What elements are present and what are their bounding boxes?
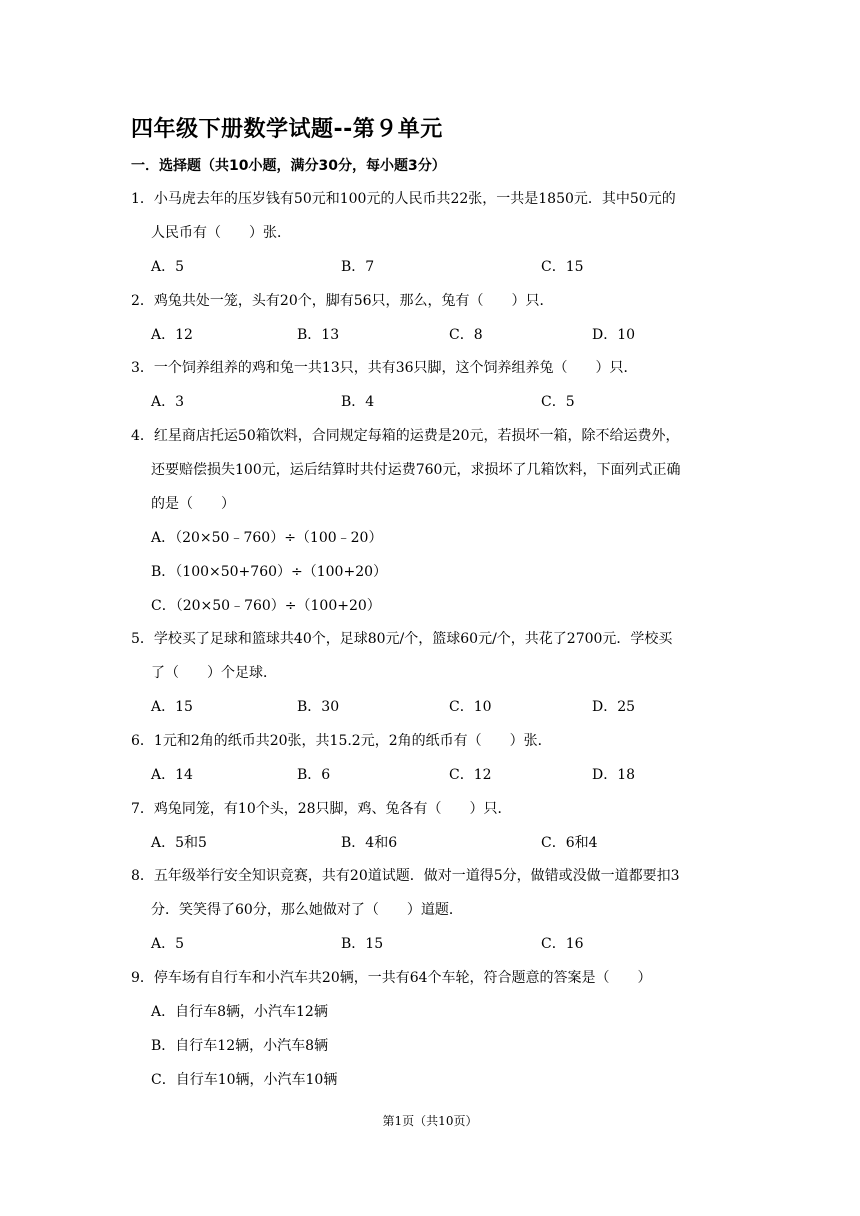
question-5-line-1: 5．学校买了足球和篮球共40个，足球80元/个，篮球60元/个，共花了2700元．学校买	[131, 631, 673, 647]
question-9-option-c: C．自行车10辆，小汽车10辆	[151, 1072, 338, 1088]
question-6-option-c: C．12	[449, 767, 492, 783]
question-2-option-c: C．8	[449, 327, 483, 343]
question-4-line-3: 的是（ ）	[151, 496, 235, 512]
page-footer: 第1页（共10页）	[382, 1114, 478, 1128]
question-2-option-d: D．10	[592, 327, 636, 343]
question-4-option-b: B．（100×50+760）÷（100+20）	[151, 564, 388, 580]
question-8-line-1: 8．五年级举行安全知识竞赛，共有20道试题．做对一道得5分，做错或没做一道都要扣3	[131, 868, 680, 884]
question-4-line-2: 还要赔偿损失100元，运后结算时共付运费760元，求损坏了几箱饮料，下面列式正确	[151, 462, 681, 478]
question-3-option-a: A．3	[151, 394, 185, 410]
question-2-option-b: B．13	[297, 327, 340, 343]
question-3-option-b: B．4	[341, 394, 375, 410]
question-5-option-c: C．10	[449, 699, 492, 715]
question-1-option-a: A．5	[151, 259, 185, 275]
question-5-option-d: D．25	[592, 699, 636, 715]
question-8-option-a: A．5	[151, 936, 185, 952]
question-7-option-b: B．4和6	[341, 835, 398, 851]
question-5-option-a: A．15	[151, 699, 193, 715]
question-6-option-b: B．6	[297, 767, 331, 783]
question-8-option-c: C．16	[541, 936, 584, 952]
question-4-option-c: C．（20×50﹣760）÷（100+20）	[151, 598, 381, 614]
question-8-option-b: B．15	[341, 936, 384, 952]
question-1-line-2: 人民币有（ ）张．	[151, 225, 291, 241]
question-2-option-a: A．12	[151, 327, 193, 343]
question-1-option-c: C．15	[541, 259, 584, 275]
question-2-line-1: 2．鸡兔共处一笼，头有20个，脚有56只，那么，兔有（ ）只．	[131, 293, 554, 309]
question-5-line-2: 了（ ）个足球．	[151, 665, 277, 681]
question-6-line-1: 6．1元和2角的纸币共20张，共15.2元，2角的纸币有（ ）张．	[131, 733, 552, 749]
question-7-option-c: C．6和4	[541, 835, 598, 851]
question-3-line-1: 3．一个饲养组养的鸡和兔一共13只，共有36只脚，这个饲养组养兔（ ）只．	[131, 360, 638, 376]
question-9-option-a: A．自行车8辆，小汽车12辆	[151, 1004, 328, 1020]
question-7-line-1: 7．鸡兔同笼，有10个头，28只脚，鸡、兔各有（ ）只．	[131, 801, 512, 817]
question-4-option-a: A．（20×50﹣760）÷（100﹣20）	[151, 530, 383, 546]
section-heading: 一．选择题（共10小题，满分30分，每小题3分）	[131, 158, 446, 174]
page-title: 四年级下册数学试题--第９单元	[131, 117, 443, 142]
question-8-line-2: 分．笑笑得了60分，那么她做对了（ ）道题．	[151, 902, 463, 918]
question-7-option-a: A．5和5	[151, 835, 207, 851]
question-3-option-c: C．5	[541, 394, 575, 410]
question-6-option-a: A．14	[151, 767, 193, 783]
question-5-option-b: B．30	[297, 699, 340, 715]
question-6-option-d: D．18	[592, 767, 636, 783]
question-9-option-b: B．自行车12辆，小汽车8辆	[151, 1038, 329, 1054]
question-1-option-b: B．7	[341, 259, 375, 275]
question-9-line-1: 9．停车场有自行车和小汽车共20辆，一共有64个车轮，符合题意的答案是（ ）	[131, 970, 652, 986]
question-4-line-1: 4．红星商店托运50箱饮料，合同规定每箱的运费是20元，若损坏一箱，除不给运费外，	[131, 428, 680, 444]
question-1-line-1: 1．小马虎去年的压岁钱有50元和100元的人民币共22张，一共是1850元．其中50元的	[131, 191, 676, 207]
